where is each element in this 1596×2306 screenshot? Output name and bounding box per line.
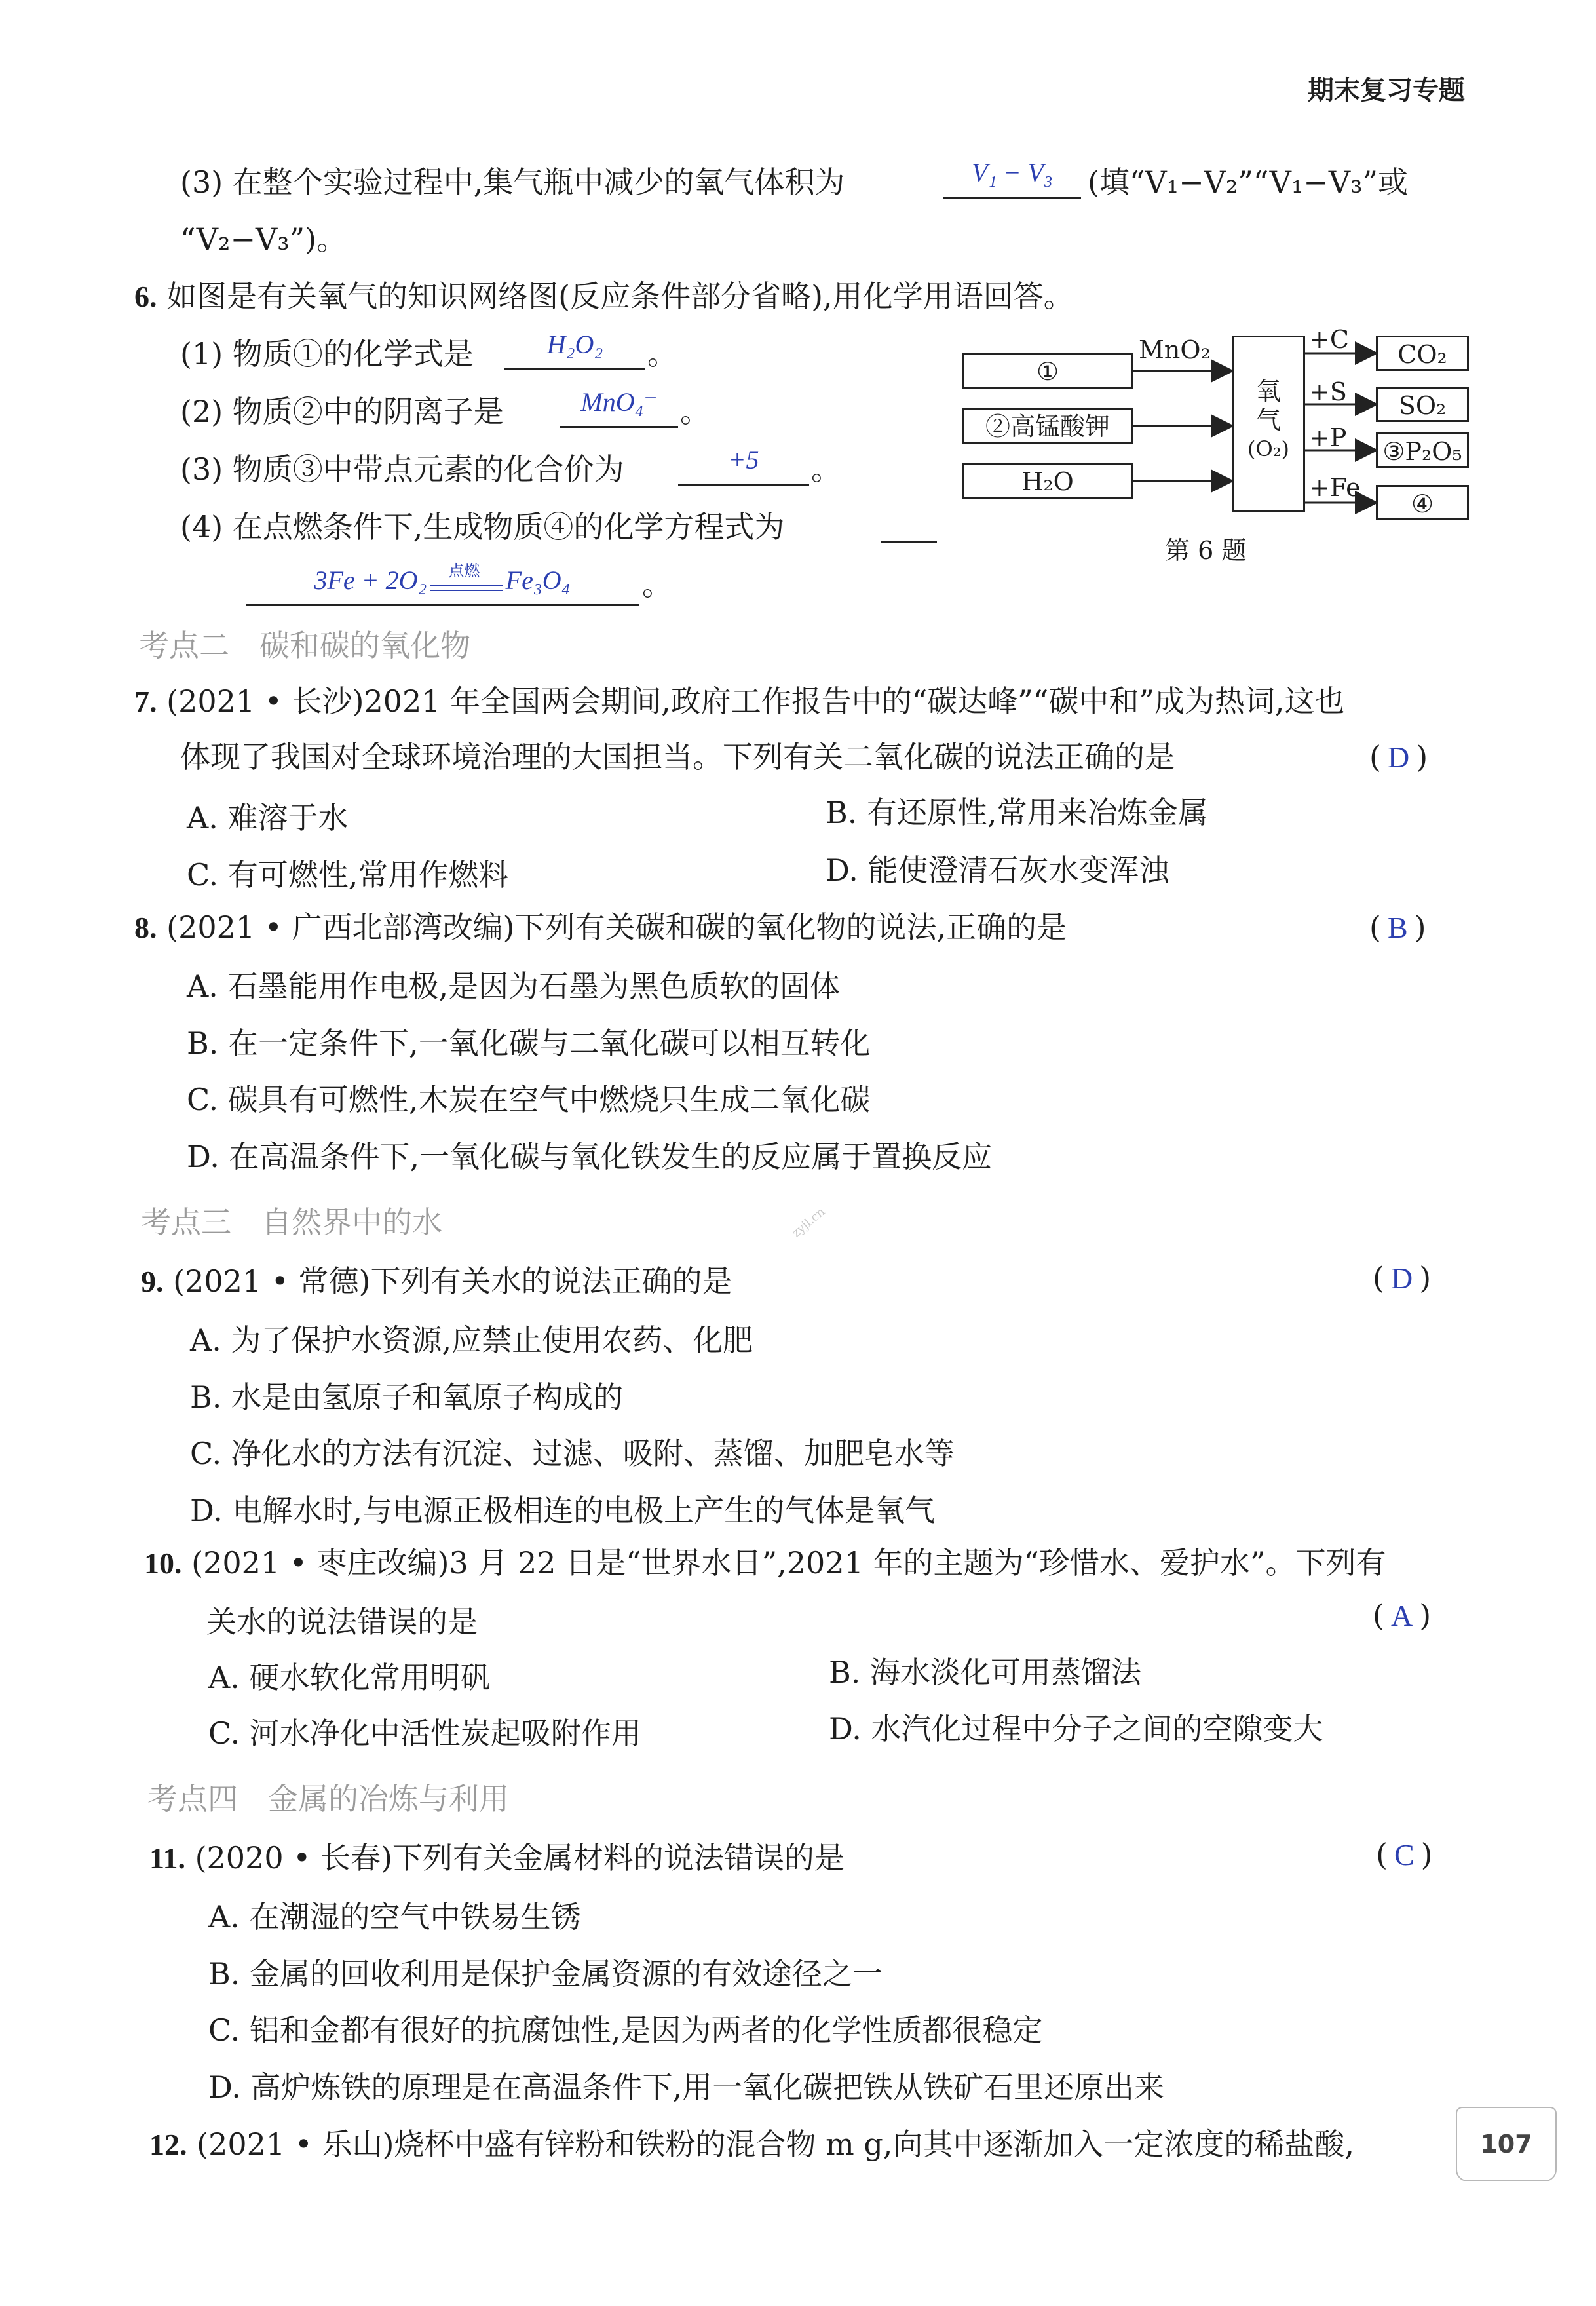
- diagram-r1-box: CO₂: [1376, 336, 1469, 371]
- q9-number: 9.: [141, 1265, 164, 1298]
- q7-answer: D: [1387, 740, 1410, 774]
- q7-option-d: D. 能使澄清石灰水变浑浊: [826, 853, 1169, 888]
- q10-answer: A: [1390, 1599, 1413, 1632]
- q10-option-d: D. 水汽化过程中分子之间的空隙变大: [829, 1711, 1323, 1746]
- q6-p4: (4) 在点燃条件下,生成物质④的化学方程式为: [180, 509, 785, 545]
- q11-option-c: C. 铝和金都有很好的抗腐蚀性,是因为两者的化学性质都很稳定: [208, 2012, 1043, 2048]
- q6-stem: 如图是有关氧气的知识网络图(反应条件部分省略),用化学用语回答。: [166, 279, 1074, 314]
- q5-3-line2: “V₂−V₃”)。: [180, 221, 347, 257]
- q10-number: 10.: [144, 1547, 182, 1580]
- q6-a1: H₂O₂: [546, 330, 603, 359]
- q8-number: 8.: [134, 911, 157, 944]
- diagram-r1-label: +C: [1309, 325, 1349, 354]
- q8-option-d: D. 在高温条件下,一氧化碳与氧化铁发生的反应属于置换反应: [187, 1139, 993, 1174]
- q6-number: 6.: [134, 280, 157, 313]
- q10-option-c: C. 河水净化中活性炭起吸附作用: [208, 1716, 641, 1751]
- section-4-title: 考点四 金属的冶炼与利用: [147, 1781, 509, 1816]
- q7-line2: 体现了我国对全球环境治理的大国担当。下列有关二氧化碳的说法正确的是: [180, 739, 1175, 775]
- watermark: zyjl.cn: [789, 1204, 828, 1240]
- q7-line1: (2021 • 长沙)2021 年全国两会期间,政府工作报告中的“碳达峰”“碳中和”成为热词,这也: [166, 683, 1345, 719]
- diagram-arrow-label: MnO₂: [1139, 336, 1211, 364]
- q11-option-b: B. 金属的回收利用是保护金属资源的有效途径之一: [208, 1956, 883, 1991]
- diagram-r2-box: SO₂: [1376, 387, 1469, 422]
- q6-end: 。: [642, 567, 672, 602]
- q11-option-d: D. 高炉炼铁的原理是在高温条件下,用一氧化碳把铁从铁矿石里还原出来: [208, 2069, 1165, 2105]
- q8-option-c: C. 碳具有可燃性,木炭在空气中燃烧只生成二氧化碳: [187, 1082, 871, 1117]
- section-2-title: 考点二 碳和碳的氧化物: [139, 628, 470, 663]
- diagram-r2-label: +S: [1309, 377, 1347, 406]
- q5-3-line1-post: (填“V₁−V₂”“V₁−V₃”或: [1088, 164, 1409, 200]
- diagram-r3-box: ③P₂O₅: [1376, 432, 1469, 468]
- q6-a3: +5: [728, 445, 759, 474]
- page-header-title: 期末复习专题: [1308, 75, 1465, 106]
- diagram-box-1: ①: [962, 353, 1133, 389]
- q10-line2: 关水的说法错误的是: [206, 1604, 478, 1640]
- q10-answer-paren: ( A ): [1373, 1598, 1432, 1633]
- diagram-r4-label: +Fe: [1309, 473, 1361, 502]
- q6-a4-left: 3Fe + 2O₂: [314, 566, 427, 595]
- q5-3-answer: V₁ − V₃: [972, 158, 1053, 187]
- q12-line1: (2021 • 乐山)烧杯中盛有锌粉和铁粉的混合物 m g,向其中逐渐加入一定浓度的稀盐酸,: [197, 2126, 1355, 2162]
- q8-option-b: B. 在一定条件下,一氧化碳与二氧化碳可以相互转化: [187, 1026, 871, 1061]
- q9-option-a: A. 为了保护水资源,应禁止使用农药、化肥: [190, 1322, 753, 1358]
- q10-option-a: A. 硬水软化常用明矾: [208, 1660, 491, 1695]
- q6-p1: (1) 物质①的化学式是: [180, 336, 474, 372]
- q6-a4-right: Fe₃O₄: [505, 566, 571, 595]
- q8-answer: B: [1387, 911, 1408, 944]
- q10-option-b: B. 海水淡化可用蒸馏法: [829, 1655, 1142, 1690]
- q8-answer-paren: ( B ): [1369, 910, 1426, 945]
- q6-a2: MnO₄⁻: [580, 387, 658, 417]
- diagram-box-2: ②高锰酸钾: [962, 408, 1133, 444]
- q11-answer: C: [1394, 1838, 1415, 1872]
- q9-option-d: D. 电解水时,与电源正极相连的电极上产生的气体是氧气: [190, 1493, 936, 1528]
- diagram-box-3: H₂O: [962, 463, 1133, 499]
- q7-option-b: B. 有还原性,常用来冶炼金属: [826, 795, 1208, 830]
- diagram-r3-label: +P: [1309, 423, 1347, 452]
- q7-answer-paren: ( D ): [1369, 739, 1428, 775]
- q11-line1: (2020 • 长春)下列有关金属材料的说法错误的是: [195, 1840, 845, 1875]
- q11-option-a: A. 在潮湿的空气中铁易生锈: [208, 1899, 581, 1934]
- section-3-title: 考点三 自然界中的水: [141, 1204, 442, 1240]
- q8-option-a: A. 石墨能用作电极,是因为石墨为黑色质软的固体: [187, 969, 841, 1004]
- q7-option-c: C. 有可燃性,常用作燃料: [187, 857, 509, 893]
- q6-p2: (2) 物质②中的阴离子是: [180, 394, 504, 429]
- q6-a4-cond: 点燃: [448, 562, 480, 580]
- q9-answer-paren: ( D ): [1373, 1260, 1432, 1296]
- q11-answer-paren: ( C ): [1376, 1837, 1433, 1872]
- q9-line1: (2021 • 常德)下列有关水的说法正确的是: [173, 1263, 732, 1299]
- diagram-center-line1: 氧: [1255, 377, 1281, 406]
- q10-line1: (2021 • 枣庄改编)3 月 22 日是“世界水日”,2021 年的主题为“珍惜水、爱护水”。下列有: [191, 1545, 1386, 1581]
- q9-option-b: B. 水是由氢原子和氧原子构成的: [190, 1379, 624, 1415]
- q5-3-line1-pre: (3) 在整个实验过程中,集气瓶中减少的氧气体积为: [180, 164, 845, 200]
- diagram-center-line3: (O₂): [1247, 436, 1290, 461]
- q12-number: 12.: [149, 2128, 187, 2161]
- q11-number: 11.: [149, 1841, 185, 1875]
- diagram-arrows: [0, 0, 1596, 590]
- diagram-caption: 第 6 题: [1165, 536, 1247, 565]
- q7-number: 7.: [134, 685, 157, 718]
- diagram-r4-box: ④: [1376, 485, 1469, 520]
- q9-option-c: C. 净化水的方法有沉淀、过滤、吸附、蒸馏、加肥皂水等: [190, 1436, 955, 1471]
- q7-option-a: A. 难溶于水: [187, 800, 349, 836]
- q9-answer: D: [1390, 1261, 1413, 1295]
- q6-p3: (3) 物质③中带点元素的化合价为: [180, 452, 624, 487]
- page-number: 107: [1456, 2107, 1557, 2181]
- q8-line1: (2021 • 广西北部湾改编)下列有关碳和碳的氧化物的说法,正确的是: [166, 910, 1067, 945]
- diagram-center-line2: 气: [1255, 406, 1281, 434]
